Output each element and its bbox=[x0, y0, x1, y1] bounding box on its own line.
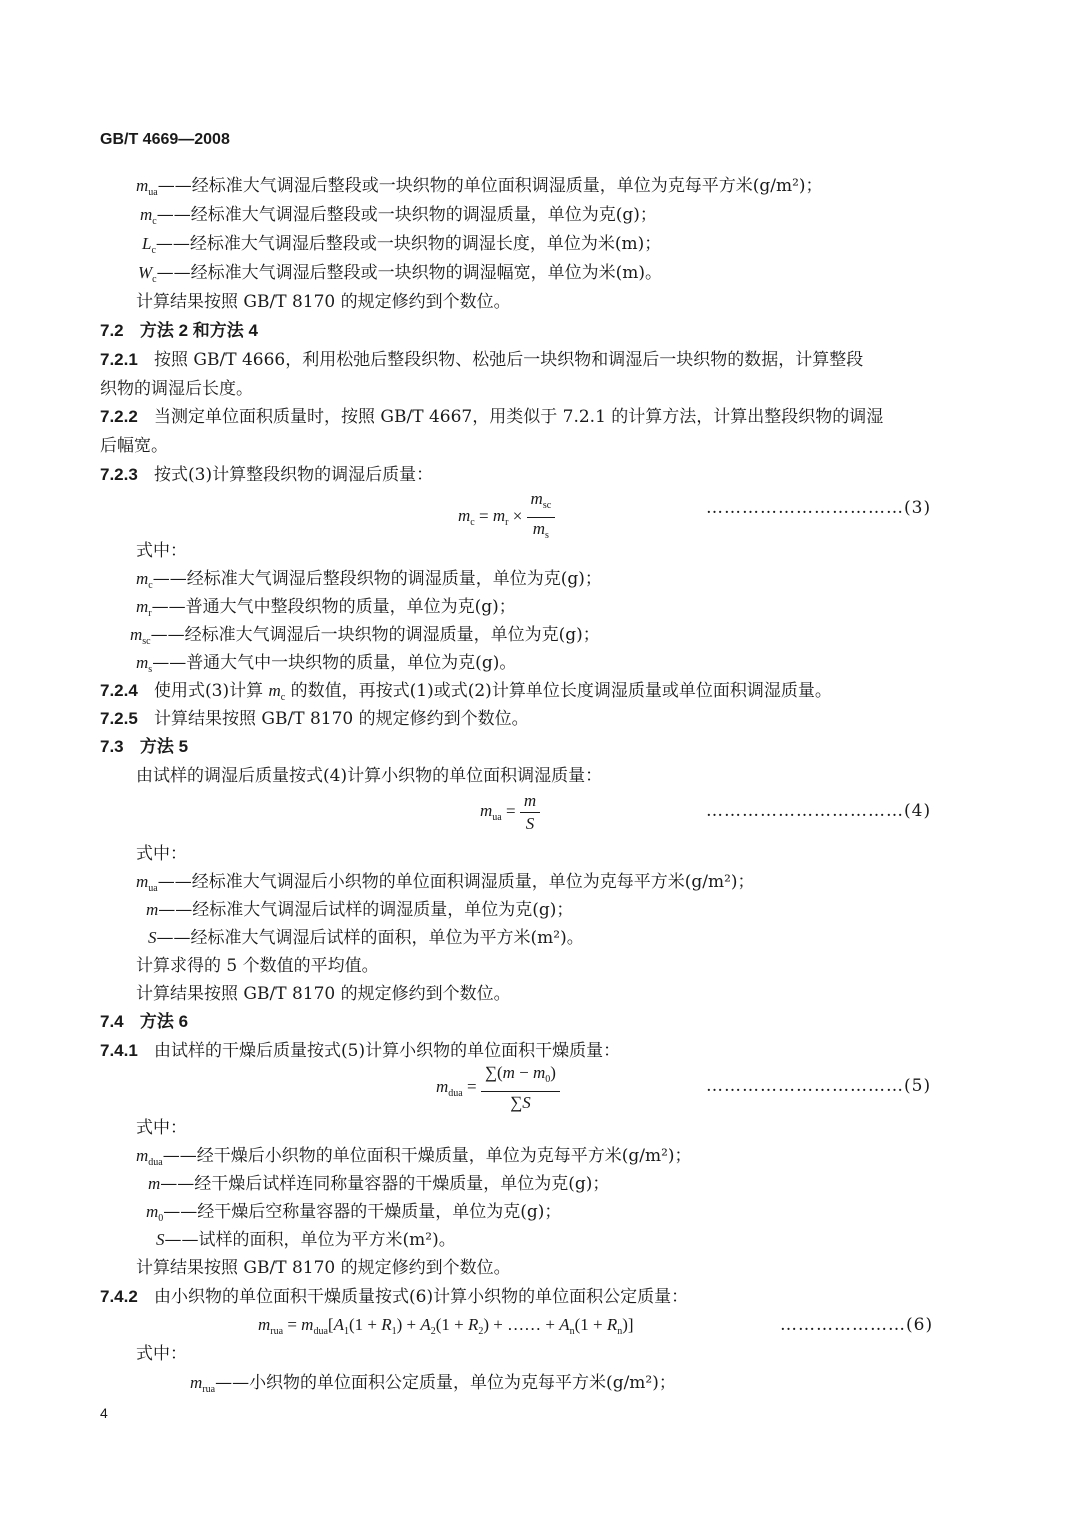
equation-5-label: ……………………………(5) bbox=[706, 1076, 932, 1096]
definition-eq3-ms: $m_s——$普通大气中一块织物的质量，单位为克(g)。 bbox=[136, 653, 517, 675]
definition-eq3-msc: $m_{sc}——$经标准大气调湿后一块织物的调湿质量，单位为克(g)； bbox=[130, 625, 600, 647]
equation-4: $m_{ua}$ = $\frac{m}{S}$ bbox=[480, 790, 540, 835]
where-label-6: 式中： bbox=[136, 1344, 187, 1364]
section-7-3-heading: 7.3 方法 5 bbox=[100, 737, 189, 756]
section-7-2-heading: 7.2 方法 2 和方法 4 bbox=[100, 321, 258, 340]
equation-3: $m_c = m_r$ × $\frac{m_{sc}}{m_s}$ bbox=[458, 488, 555, 547]
rounding-note: 计算结果按照 GB/T 8170 的规定修约到个数位。 bbox=[136, 292, 511, 312]
average-note: 计算求得的 5 个数值的平均值。 bbox=[136, 956, 379, 976]
section-7-4-heading: 7.4 方法 6 bbox=[100, 1012, 189, 1031]
equation-3-label: ……………………………(3) bbox=[706, 498, 932, 518]
definition-eq4-m: m——经标准大气调湿后试样的调湿质量，单位为克(g)； bbox=[146, 900, 574, 920]
definition-eq4-mua: $m_{ua}——$经标准大气调湿后小织物的单位面积调湿质量，单位为克每平方米(g/m²)； bbox=[136, 872, 755, 894]
rounding-note-7-4: 计算结果按照 GB/T 8170 的规定修约到个数位。 bbox=[136, 1258, 511, 1278]
definition-eq3-mc: $m_c——$经标准大气调湿后整段织物的调湿质量，单位为克(g)； bbox=[136, 569, 602, 591]
where-label-4: 式中： bbox=[136, 844, 187, 864]
definition-eq6-mrua: $m_{rua}——$小织物的单位面积公定质量，单位为克每平方米(g/m²)； bbox=[190, 1373, 676, 1395]
definition-eq5-mdua: $m_{dua}——$经干燥后小织物的单位面积干燥质量，单位为克每平方米(g/m²)； bbox=[136, 1146, 692, 1168]
equation-6: $m_{rua} = m_{dua}[A_1(1 + R_1) + A_2(1 + R_2)$ + …… + $A_n(1 + R_n)$] bbox=[258, 1315, 634, 1337]
paragraph-7-2-2: 7.2.2 当测定单位面积质量时，按照 GB/T 4667，用类似于 7.2.1 的计算方法，计算出整段织物的调湿 bbox=[100, 407, 884, 427]
definition-eq5-s: S——试样的面积，单位为平方米(m²)。 bbox=[156, 1230, 456, 1250]
paragraph-7-2-1: 7.2.1 按照 GB/T 4666，利用松弛后整段织物、松弛后一块织物和调湿后一块织物的数据，计算整段 bbox=[100, 350, 864, 370]
definition-eq5-m: m——经干燥后试样连同称量容器的干燥质量，单位为克(g)； bbox=[148, 1174, 610, 1194]
definition-wc: $W_c——$经标准大气调湿后整段或一块织物的调湿幅宽，单位为米(m)。 bbox=[138, 263, 663, 285]
definition-mc: $m_c——$经标准大气调湿后整段或一块织物的调湿质量，单位为克(g)； bbox=[140, 205, 657, 227]
section-7-3-intro: 由试样的调湿后质量按式(4)计算小织物的单位面积调湿质量： bbox=[136, 766, 603, 786]
paragraph-7-2-3: 7.2.3 按式(3)计算整段织物的调湿后质量： bbox=[100, 465, 434, 485]
paragraph-7-4-1: 7.4.1 由试样的干燥后质量按式(5)计算小织物的单位面积干燥质量： bbox=[100, 1041, 621, 1061]
equation-5: $m_{dua}$ = $\frac{\sum(m - m_0)}{\sum S}$ bbox=[436, 1062, 560, 1114]
definition-eq4-s: S——经标准大气调湿后试样的面积，单位为平方米(m²)。 bbox=[148, 928, 584, 948]
paragraph-7-2-4: 7.2.4 使用式(3)计算 $m_c$ 的数值，再按式(1)或式(2)计算单位长度调湿质量或单位面积调湿质量。 bbox=[100, 681, 832, 703]
equation-4-label: ……………………………(4) bbox=[706, 801, 932, 821]
definition-eq3-mr: $m_r——$普通大气中整段织物的质量，单位为克(g)； bbox=[136, 597, 516, 619]
equation-6-label: …………………(6) bbox=[780, 1315, 934, 1335]
paragraph-7-2-1-cont: 织物的调湿后长度。 bbox=[100, 379, 253, 399]
rounding-note-7-3: 计算结果按照 GB/T 8170 的规定修约到个数位。 bbox=[136, 984, 511, 1004]
page-number: 4 bbox=[100, 1405, 108, 1421]
definition-mua: $m_{ua}——$经标准大气调湿后整段或一块织物的单位面积调湿质量，单位为克每平方米(g/m²)； bbox=[136, 176, 823, 198]
paragraph-7-4-2: 7.4.2 由小织物的单位面积干燥质量按式(6)计算小织物的单位面积公定质量： bbox=[100, 1287, 689, 1307]
definition-lc: $L_c——$经标准大气调湿后整段或一块织物的调湿长度，单位为米(m)； bbox=[142, 234, 662, 256]
where-label-5: 式中： bbox=[136, 1118, 187, 1138]
paragraph-7-2-2-cont: 后幅宽。 bbox=[100, 436, 168, 456]
paragraph-7-2-5: 7.2.5 计算结果按照 GB/T 8170 的规定修约到个数位。 bbox=[100, 709, 529, 729]
document-header: GB/T 4669—2008 bbox=[100, 131, 230, 148]
definition-eq5-m0: $m_0——$经干燥后空称量容器的干燥质量，单位为克(g)； bbox=[146, 1202, 562, 1224]
where-label-3: 式中： bbox=[136, 541, 187, 561]
